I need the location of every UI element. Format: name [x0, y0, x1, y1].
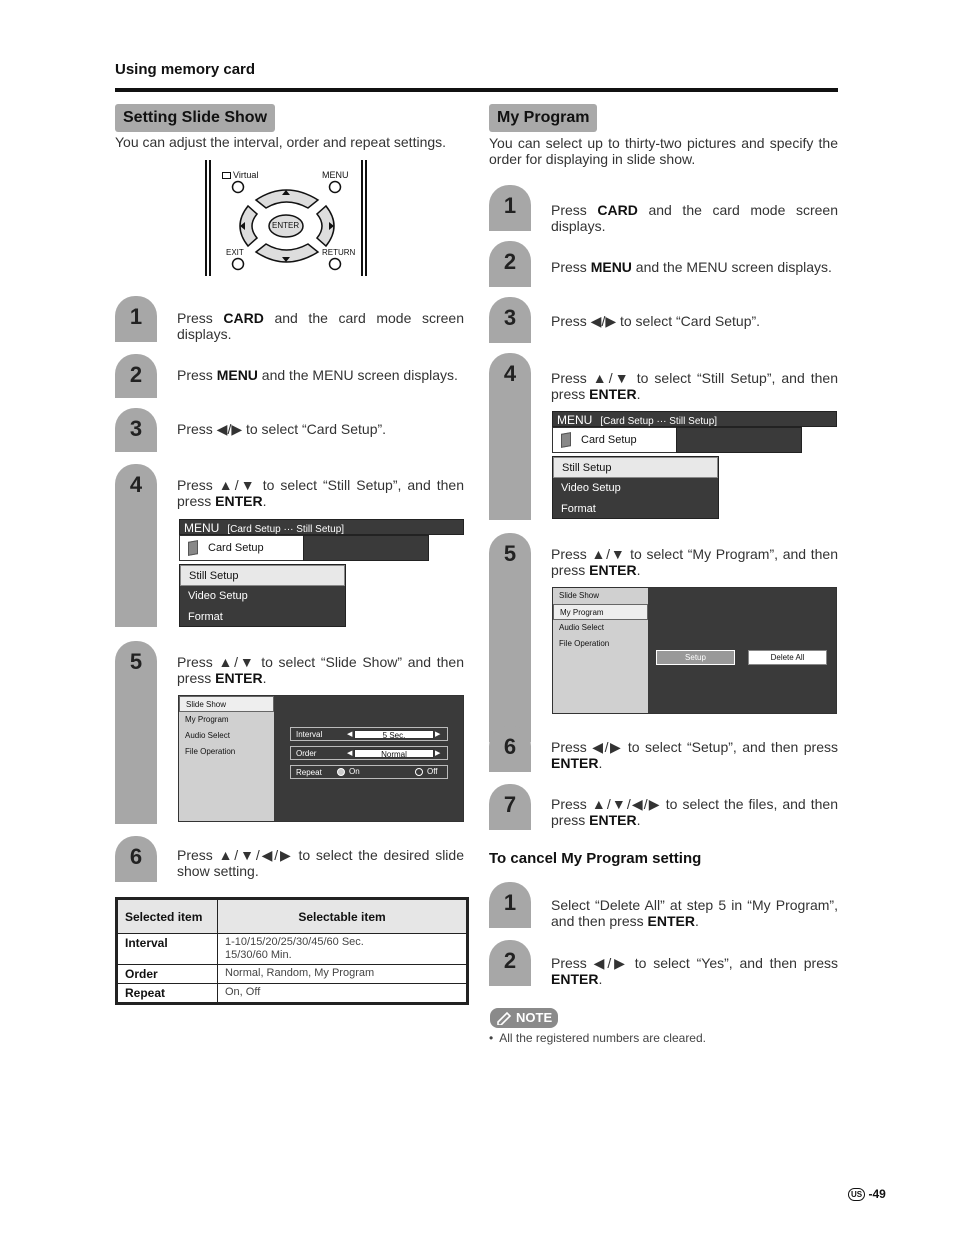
- panel-item-slide-show[interactable]: Slide Show: [179, 696, 274, 712]
- menu-button-label: MENU: [322, 170, 349, 180]
- repeat-off-label: Off: [427, 767, 438, 776]
- step-number-6: 6: [115, 836, 157, 882]
- remote-illustration: [202, 158, 372, 278]
- panel-item-slide-show[interactable]: Slide Show: [559, 591, 600, 600]
- left-step-5-text: Press ▲/▼ to select “Slide Show” and then press ENTER.: [177, 654, 464, 686]
- table-header-selectable: Selectable item: [218, 900, 467, 934]
- order-row[interactable]: Order: [290, 746, 448, 760]
- pencil-icon: [496, 1011, 512, 1025]
- interval-value: 5 Sec.: [354, 730, 434, 739]
- step-number-4: 4: [489, 353, 531, 520]
- slide-show-panel: [178, 695, 464, 822]
- my-program-title: My Program: [489, 104, 597, 132]
- menu-bar: MENU [Card Setup ··· Still Setup]: [552, 411, 837, 427]
- enter-button-label: ENTER: [272, 221, 300, 230]
- delete-all-button[interactable]: Delete All: [748, 650, 827, 665]
- menu-item-format[interactable]: Format: [561, 503, 596, 515]
- repeat-on-radio[interactable]: [337, 768, 345, 776]
- cancel-title: To cancel My Program setting: [489, 850, 702, 867]
- repeat-row: Repeat: [290, 765, 448, 779]
- repeat-on-label: On: [349, 767, 360, 776]
- step-number-5: 5: [115, 641, 157, 824]
- step-number-5: 5: [489, 533, 531, 742]
- card-icon: [188, 540, 198, 556]
- table-header-selected: Selected item: [118, 900, 218, 934]
- slide-show-intro: You can adjust the interval, order and repeat settings.: [115, 134, 447, 150]
- interval-left-arrow[interactable]: ◀: [347, 731, 353, 738]
- region-badge: US: [848, 1188, 865, 1201]
- card-setup-row: Card Setup: [179, 535, 304, 561]
- table-row: Interval 1-10/15/20/25/30/45/60 Sec. 15/30/60 Min.: [118, 934, 467, 965]
- page-number: US -49: [848, 1187, 886, 1201]
- selection-table: [115, 897, 469, 1005]
- note-item: • All the registered numbers are cleared.: [489, 1031, 706, 1045]
- return-button-label: RETURN: [322, 248, 356, 257]
- setup-submenu: [552, 456, 719, 519]
- order-left-arrow[interactable]: ◀: [347, 750, 353, 757]
- slide-show-title: Setting Slide Show: [115, 104, 275, 132]
- panel-item-file-operation[interactable]: File Operation: [559, 639, 610, 648]
- cancel-step-2-text: Press ◀/▶ to select “Yes”, and then press ENTER.: [551, 955, 838, 987]
- right-step-1-text: Press CARD and the card mode screen displays.: [551, 202, 838, 234]
- repeat-off-radio[interactable]: [415, 768, 423, 776]
- right-menu-screen: [552, 411, 837, 521]
- menu-item-video-setup[interactable]: Video Setup: [188, 590, 248, 602]
- panel-item-audio-select[interactable]: Audio Select: [559, 623, 604, 632]
- left-step-6-text: Press ▲/▼/◀/▶ to select the desired slide show setting.: [177, 847, 464, 879]
- step-number-3: 3: [489, 297, 531, 343]
- step-number-1: 1: [115, 296, 157, 342]
- panel-item-my-program[interactable]: My Program: [553, 604, 648, 620]
- step-number-3: 3: [115, 408, 157, 452]
- step-number-1: 1: [489, 882, 531, 928]
- step-number-2: 2: [489, 940, 531, 986]
- right-step-5-text: Press ▲/▼ to select “My Program”, and then press ENTER.: [551, 546, 838, 578]
- setup-submenu: [179, 564, 346, 627]
- menu-item-format[interactable]: Format: [188, 611, 223, 623]
- step-number-4: 4: [115, 464, 157, 627]
- section-header: Using memory card: [115, 61, 256, 78]
- interval-right-arrow[interactable]: ▶: [435, 731, 441, 738]
- my-program-intro: You can select up to thirty-two pictures and specify the order for displaying in slide show.: [489, 135, 838, 167]
- menu-item-still-setup[interactable]: Still Setup: [180, 565, 345, 586]
- table-row: Repeat On, Off: [118, 984, 467, 1003]
- right-step-7-text: Press ▲/▼/◀/▶ to select the files, and then press ENTER.: [551, 796, 838, 828]
- table-row: Order Normal, Random, My Program: [118, 965, 467, 984]
- step-number-2: 2: [489, 241, 531, 287]
- my-program-panel: [552, 587, 837, 714]
- step-number-2: 2: [115, 354, 157, 398]
- header-rule: [115, 88, 838, 92]
- order-right-arrow[interactable]: ▶: [435, 750, 441, 757]
- interval-row[interactable]: Interval: [290, 727, 448, 741]
- note-badge: NOTE: [490, 1008, 558, 1028]
- right-step-2-text: Press MENU and the MENU screen displays.: [551, 259, 832, 275]
- step-number-1: 1: [489, 185, 531, 231]
- left-menu-screen: [179, 519, 464, 629]
- setup-button[interactable]: Setup: [656, 650, 735, 665]
- menu-bar: MENU [Card Setup ··· Still Setup]: [179, 519, 464, 535]
- virtual-label: Virtual: [222, 170, 258, 180]
- right-step-6-text: Press ◀/▶ to select “Setup”, and then press ENTER.: [551, 739, 838, 771]
- left-step-1-text: Press CARD and the card mode screen displays.: [177, 310, 464, 342]
- step-number-7: 7: [489, 784, 531, 830]
- step-number-6: 6: [489, 726, 531, 772]
- right-step-3-text: Press ◀/▶ to select “Card Setup”.: [551, 313, 761, 329]
- left-step-2-text: Press MENU and the MENU screen displays.: [177, 367, 458, 383]
- card-setup-row: Card Setup: [552, 427, 677, 453]
- order-value: Normal: [354, 749, 434, 758]
- left-step-3-text: Press ◀/▶ to select “Card Setup”.: [177, 421, 387, 437]
- right-step-4-text: Press ▲/▼ to select “Still Setup”, and then press ENTER.: [551, 370, 838, 402]
- exit-button-label: EXIT: [226, 248, 244, 257]
- panel-item-file-operation[interactable]: File Operation: [185, 747, 236, 756]
- left-step-4-text: Press ▲/▼ to select “Still Setup”, and then press ENTER.: [177, 477, 464, 509]
- cancel-step-1-text: Select “Delete All” at step 5 in “My Program”, and then press ENTER.: [551, 897, 838, 929]
- card-icon: [561, 432, 571, 448]
- panel-item-audio-select[interactable]: Audio Select: [185, 731, 230, 740]
- panel-item-my-program[interactable]: My Program: [185, 715, 229, 724]
- menu-item-video-setup[interactable]: Video Setup: [561, 482, 621, 494]
- menu-item-still-setup[interactable]: Still Setup: [553, 457, 718, 478]
